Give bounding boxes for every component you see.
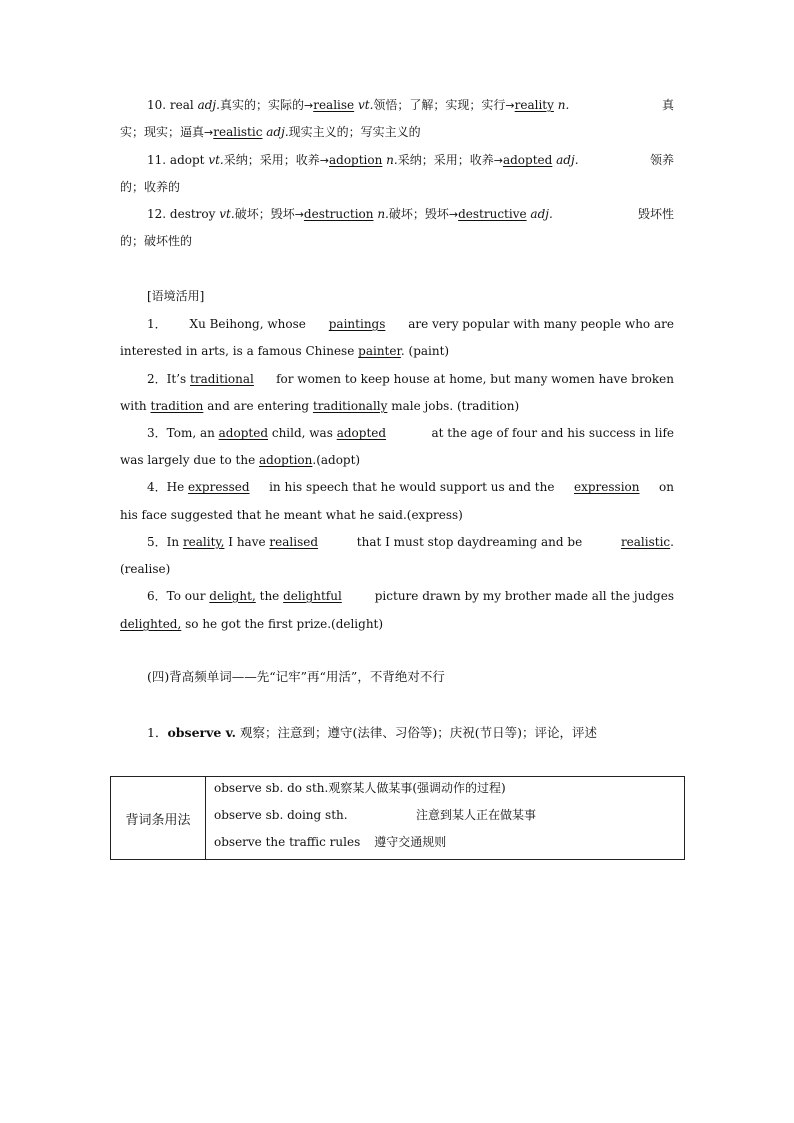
- sentence-text: male jobs. (tradition): [391, 399, 520, 413]
- sentence-text: picture drawn by my brother made all the judges: [374, 589, 674, 603]
- sentence-number: 1．: [147, 317, 167, 331]
- sentence-text: the: [259, 589, 280, 603]
- answer-blank: realistic: [620, 535, 671, 549]
- answer-blank: paintings: [328, 317, 386, 331]
- sentence-text: Xu Beihong, whose: [189, 317, 306, 331]
- arrow-icon: →: [505, 99, 515, 112]
- exercise-sentence-1: [147, 316, 674, 332]
- sentence-text: with: [120, 399, 147, 413]
- meaning: 领悟；了解；实现；实行: [373, 98, 506, 112]
- sentence-text: (realise): [120, 562, 171, 576]
- sentence-text: that I must stop daydreaming and be: [356, 535, 583, 549]
- exercise-sentence-5: [147, 534, 674, 550]
- part-of-speech: adj.: [530, 207, 553, 221]
- answer-blank: adopted: [336, 426, 387, 440]
- headword: adopt: [169, 153, 205, 167]
- arrow-icon: →: [319, 154, 329, 167]
- meaning: 的；收养的: [120, 180, 181, 194]
- meaning: 领养: [649, 153, 674, 167]
- sentence-text: interested in arts, is a famous Chinese: [120, 344, 355, 358]
- meaning: 的；破坏性的: [120, 234, 193, 248]
- answer-blank: delight,: [209, 589, 256, 603]
- derived-word: adoption: [328, 153, 383, 167]
- sentence-number: 3．: [147, 426, 167, 440]
- vocab-entry-10: [147, 97, 674, 114]
- part-of-speech: adj.: [266, 125, 289, 139]
- usage-label: 背词条用法: [111, 777, 206, 860]
- entry-number: 11.: [147, 153, 167, 167]
- sentence-text: It’s: [166, 372, 187, 386]
- usage-english: observe sb. do sth.: [214, 781, 329, 795]
- part-of-speech: n.: [377, 207, 389, 221]
- sentence-text: his face suggested that he meant what he said.(express): [120, 508, 463, 522]
- sentence-text: To our: [166, 589, 206, 603]
- part-of-speech: vt.: [208, 153, 224, 167]
- sentence-text: child, was: [271, 426, 333, 440]
- usage-row: [214, 804, 684, 831]
- arrow-icon: →: [294, 208, 304, 221]
- sentence-text: .: [670, 535, 674, 549]
- derived-word: adopted: [502, 153, 553, 167]
- exercise-sentence-5-cont: [120, 561, 674, 577]
- sentence-text: for women to keep house at home, but many women have broken: [276, 372, 674, 386]
- answer-blank: expression: [574, 480, 640, 494]
- answer-blank: adopted: [218, 426, 269, 440]
- entry-number: 1．: [147, 725, 168, 740]
- answer-blank: delightful: [283, 589, 342, 603]
- usage-items: [206, 777, 685, 860]
- sentence-text: Tom, an: [166, 426, 215, 440]
- part-of-speech: n.: [386, 153, 398, 167]
- sentence-number: 6．: [147, 589, 167, 603]
- answer-blank: tradition: [150, 399, 204, 413]
- exercise-sentence-3: [147, 425, 674, 441]
- table-row: [111, 777, 685, 860]
- exercise-sentence-1-cont: [120, 343, 674, 359]
- usage-english: observe sb. doing sth.: [214, 808, 348, 822]
- meaning: 毁坏性: [637, 207, 674, 221]
- meaning: 破坏；毁坏: [388, 207, 449, 221]
- derived-word: reality: [514, 98, 554, 112]
- part-of-speech: adj.: [197, 98, 220, 112]
- part-of-speech: n.: [557, 98, 570, 112]
- sentence-number: 5．: [147, 535, 167, 549]
- sentence-number: 2．: [147, 372, 167, 386]
- meaning: 真实的；实际的: [219, 98, 304, 112]
- exercise-sentence-6: [147, 588, 674, 604]
- answer-blank: adoption: [259, 453, 313, 467]
- part-of-speech: vt.: [219, 207, 235, 221]
- observe-heading: [147, 724, 597, 742]
- arrow-icon: →: [448, 208, 459, 221]
- usage-chinese: 观察某人做某事(强调动作的过程): [328, 781, 506, 795]
- sentence-text: and are entering: [207, 399, 310, 413]
- headword: observe v.: [167, 725, 237, 740]
- sentence-text: He: [166, 480, 185, 494]
- sentence-text: are very popular with many people who are: [408, 317, 674, 331]
- answer-blank: delighted,: [120, 617, 182, 631]
- vocab-entry-11-cont: [120, 179, 674, 195]
- exercise-sentence-6-cont: [120, 616, 674, 632]
- sentence-text: I have: [228, 535, 266, 549]
- answer-blank: realised: [269, 535, 319, 549]
- vocab-entry-12-cont: [120, 233, 674, 249]
- answer-blank: reality,: [182, 535, 225, 549]
- usage-row: [214, 777, 684, 804]
- entry-number: 10.: [147, 98, 167, 112]
- vocab-entry-12: [147, 206, 674, 223]
- meaning: 实；现实；逼真: [120, 125, 205, 139]
- sentence-text: in his speech that he would support us and the: [269, 480, 555, 494]
- usage-english: observe the traffic rules: [214, 835, 361, 849]
- arrow-icon: →: [204, 126, 214, 139]
- exercise-sentence-2-cont: [120, 398, 674, 414]
- section-title: (四)背高频单词——先“记牢”再“用活”，不背绝对不行: [147, 669, 445, 684]
- part-of-speech: adj.: [556, 153, 579, 167]
- sentence-text: on: [659, 480, 674, 494]
- meaning: 破坏；毁坏: [234, 207, 295, 221]
- entry-number: 12.: [147, 207, 167, 221]
- derived-word: destructive: [458, 207, 527, 221]
- arrow-icon: →: [493, 154, 503, 167]
- derived-word: destruction: [303, 207, 374, 221]
- meaning: 采纳；采用；收养: [397, 153, 494, 167]
- meaning: 观察；注意到；遵守(法律、习俗等)；庆祝(节日等)；评论，评述: [240, 725, 598, 740]
- exercise-sentence-4: [147, 479, 674, 495]
- exercise-sentence-3-cont: [120, 452, 674, 468]
- usage-chinese: 遵守交通规则: [374, 835, 447, 849]
- context-heading: [语境活用]: [147, 289, 205, 303]
- answer-blank: expressed: [188, 480, 250, 494]
- derived-word: realise: [313, 98, 355, 112]
- answer-blank: painter: [358, 344, 401, 358]
- sentence-text: . (paint): [400, 344, 450, 358]
- meaning: 现实主义的；写实主义的: [288, 125, 421, 139]
- vocab-entry-11: [147, 152, 674, 169]
- sentence-text: was largely due to the: [120, 453, 256, 467]
- sentence-text: so he got the first prize.(delight): [185, 617, 384, 631]
- part-of-speech: vt.: [357, 98, 374, 112]
- answer-blank: traditional: [190, 372, 254, 386]
- headword: real: [169, 98, 194, 112]
- arrow-icon: →: [303, 99, 314, 112]
- sentence-number: 4．: [147, 480, 167, 494]
- meaning: 采纳；采用；收养: [223, 153, 320, 167]
- meaning: 真: [661, 98, 674, 112]
- usage-row: [214, 831, 684, 858]
- answer-blank: traditionally: [312, 399, 388, 413]
- headword: destroy: [169, 207, 216, 221]
- usage-table: [110, 776, 685, 860]
- usage-chinese: 注意到某人正在做某事: [416, 808, 537, 822]
- sentence-text: .(adopt): [312, 453, 361, 467]
- sentence-text: In: [166, 535, 180, 549]
- exercise-sentence-4-cont: [120, 507, 674, 523]
- sentence-text: at the age of four and his success in life: [431, 426, 674, 440]
- vocab-entry-10-cont: [120, 124, 674, 141]
- derived-word: realistic: [213, 125, 263, 139]
- exercise-sentence-2: [147, 371, 674, 387]
